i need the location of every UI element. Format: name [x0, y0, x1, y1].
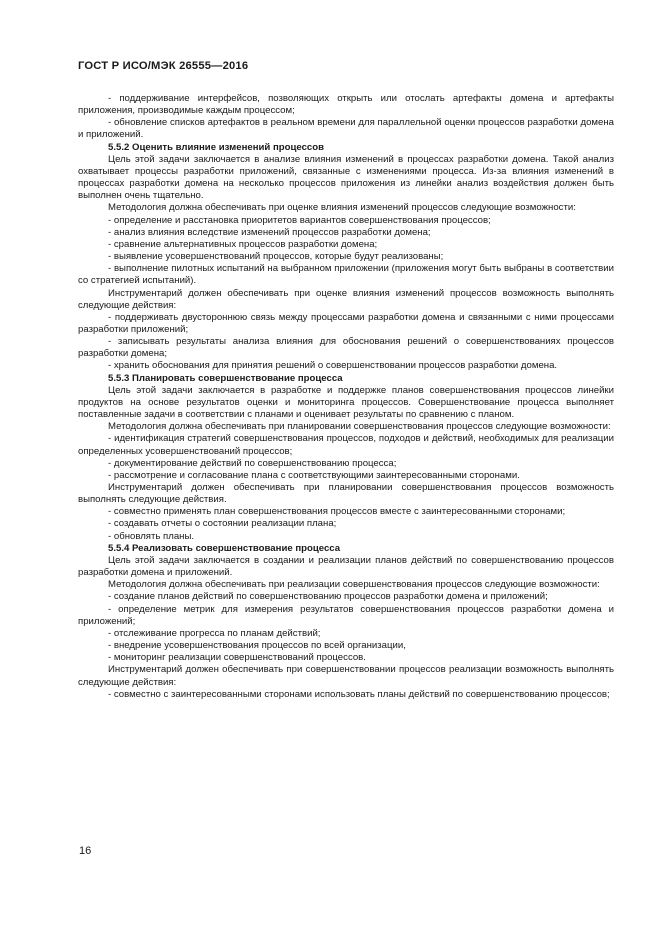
- section-heading: 5.5.3 Планировать совершенствование процесса: [108, 372, 343, 384]
- list-item: - идентификация стратегий совершенствования процессов, подходов и действий, необходимых для реализации определенных усовершенствований процессов;: [78, 433, 614, 457]
- paragraph: Методология должна обеспечивать при реализации совершенствования процессов следующие возможности:: [108, 579, 600, 591]
- list-item: - внедрение усовершенствования процессов по всей организации,: [108, 640, 406, 652]
- page-number: 16: [79, 845, 92, 857]
- section-heading: 5.5.4 Реализовать совершенствование процесса: [108, 542, 341, 554]
- section-heading: 5.5.2 Оценить влияние изменений процессов: [108, 141, 325, 153]
- list-item: - записывать результаты анализа влияния для обоснования решений о совершенствованиях процессов разработки домена;: [78, 336, 614, 360]
- list-item: - совместно применять план совершенствования процессов вместе с заинтересованными сторонами;: [108, 506, 566, 518]
- paragraph: Инструментарий должен обеспечивать при оценке влияния изменений процессов возможность выполнять следующие действия:: [78, 287, 614, 311]
- list-item: - совместно с заинтересованными сторонами использовать планы действий по совершенствованию процессов;: [108, 688, 610, 700]
- list-item: - обновлять планы.: [108, 530, 195, 542]
- paragraph: Методология должна обеспечивать при планировании совершенствования процессов следующие возможности:: [108, 421, 611, 433]
- list-item: - мониторинг реализации совершенствований процессов.: [108, 652, 366, 664]
- list-item: - выявление усовершенствований процессов, которые будут реализованы;: [108, 251, 444, 263]
- list-item: - поддерживание интерфейсов, позволяющих открыть или отослать артефакты домена и артефакты приложения, производимые каждым процессом;: [78, 93, 614, 117]
- list-item: - создание планов действий по совершенствованию процессов разработки домена и приложений;: [108, 591, 548, 603]
- paragraph: Инструментарий должен обеспечивать при планировании совершенствования процессов возможность выполнять следующие действия.: [78, 482, 614, 506]
- list-item: - анализ влияния вследствие изменений процессов разработки домена;: [108, 226, 431, 238]
- list-item: - определение метрик для измерения результатов совершенствования процессов разработки домена и приложений;: [78, 603, 614, 627]
- document-header: ГОСТ Р ИСО/МЭК 26555—2016: [78, 60, 249, 72]
- paragraph: Цель этой задачи заключается в разработке и поддержке планов совершенствования процессов линейки продуктов на основе результатов оценки и мониторинга процессов. Совершенствование процесса выполняет поставленные задачи в соответствии с планами и оценивает результаты по сравнению с планом.: [78, 384, 614, 421]
- list-item: - документирование действий по совершенствованию процесса;: [108, 457, 397, 469]
- list-item: - отслеживание прогресса по планам действий;: [108, 627, 321, 639]
- paragraph: Цель этой задачи заключается в создании и реализации планов действий по совершенствованию процессов разработки домена и приложений.: [78, 554, 614, 579]
- paragraph: Цель этой задачи заключается в анализе влияния изменений в процессах разработки домена. Такой анализ охватывает процессы разработки приложений, связанные с изменениями процесса. Из-за влияния изменений в процессах разработки домена на несколько процессов приложения из линейки анализ воздействия должен быть выполнен очень тщательно.: [78, 153, 614, 202]
- list-item: - поддерживать двустороннюю связь между процессами разработки домена и связанными с ними процессами разработки приложений;: [78, 311, 614, 335]
- list-item: - хранить обоснования для принятия решений о совершенствовании процессов разработки домена.: [108, 360, 558, 372]
- list-item: - определение и расстановка приоритетов вариантов совершенствования процессов;: [108, 214, 491, 226]
- paragraph: Инструментарий должен обеспечивать при совершенствовании процессов реализации возможность выполнять следующие действия:: [78, 664, 614, 688]
- paragraph: Методология должна обеспечивать при оценке влияния изменений процессов следующие возможности:: [108, 202, 576, 214]
- list-item: - обновление списков артефактов в реальном времени для параллельной оценки процессов разработки домена и приложений.: [78, 117, 614, 141]
- list-item: - выполнение пилотных испытаний на выбранном приложении (приложения могут быть выбраны в соответствии со стратегией испытаний).: [78, 263, 614, 287]
- list-item: - рассмотрение и согласование плана с соответствующими заинтересованными сторонами.: [108, 469, 520, 481]
- list-item: - сравнение альтернативных процессов разработки домена;: [108, 238, 378, 250]
- list-item: - создавать отчеты о состоянии реализации плана;: [108, 518, 337, 530]
- document-body: [78, 93, 614, 701]
